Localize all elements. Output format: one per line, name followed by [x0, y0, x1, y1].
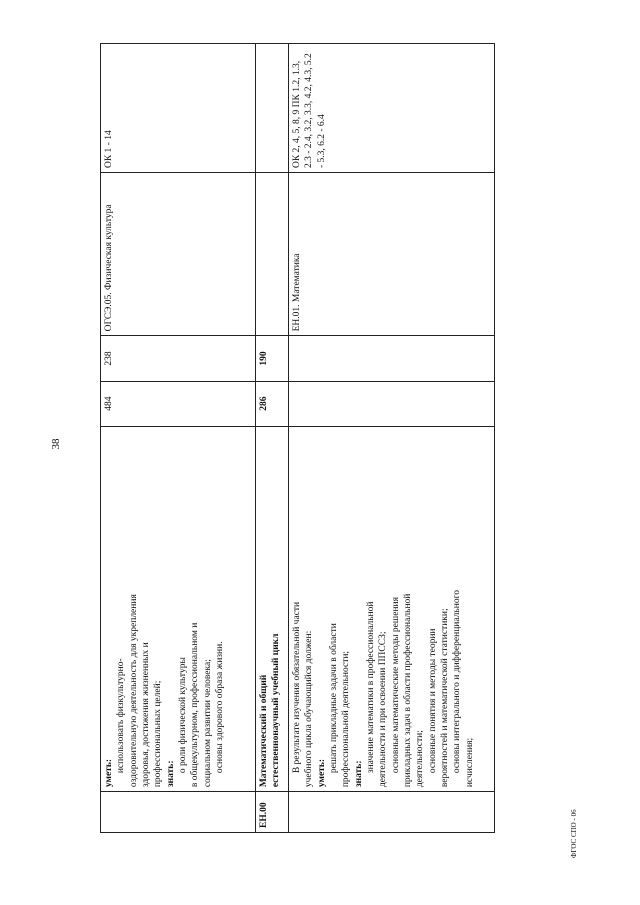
text-line: прикладных задач в области профессиональной [403, 593, 414, 788]
text-line: основные понятия и методы теории [427, 628, 438, 774]
cell-competences: ОК 2, 4, 5, 8, 9 ПК 1.2, 1.3, 2.3 - 2.4, 3.2, 3.3, 4.2, 4.3, 5.2 - 5.3, 6.2 - 6.4 [289, 44, 495, 173]
cell-competences: ОК 1 - 14 [101, 44, 256, 173]
cell-competences [256, 44, 289, 173]
table-row [289, 44, 495, 833]
cell-max-load: 286 [256, 381, 289, 426]
text-line: знать: [165, 760, 176, 788]
cell-code: ЕН.00 [256, 792, 289, 833]
text-line: деятельности и при освоении ППССЗ; [378, 631, 389, 788]
cell-max-load [289, 381, 495, 426]
text-line: знать: [353, 760, 364, 788]
text-line: деятельности; [415, 730, 426, 788]
table-row [101, 44, 256, 833]
cell-discipline [256, 173, 289, 336]
text-line: уметь: [316, 758, 327, 788]
text-line: вероятностей и математической статистики; [440, 608, 451, 788]
footer-mark: ФГОС СПО - 06 [570, 809, 578, 858]
rotated-table-wrapper [100, 43, 495, 833]
cell-description [101, 426, 256, 791]
text-line: оздоровительную деятельность для укрепления [128, 594, 139, 788]
cell-discipline: ОГСЭ.05. Физическая культура [101, 173, 256, 336]
cell-aud-load: 238 [101, 336, 256, 381]
text-line: Математический и общий [259, 674, 269, 788]
cell-code [289, 792, 495, 833]
text-line: исчисления; [464, 737, 475, 788]
cell-aud-load [289, 336, 495, 381]
text-line: профессиональной деятельности; [341, 650, 352, 788]
text-line: социальном развитии человека; [202, 659, 213, 788]
text-line: здоровья, достижения жизненных и [141, 642, 152, 788]
text-line: профессиональных целей; [153, 680, 164, 788]
cell-description [256, 426, 289, 791]
text-line: основы интегрального и дифференциального [452, 590, 463, 774]
text-line: о роли физической культуры [178, 657, 189, 774]
text-line: значение математики в профессиональной [366, 601, 377, 774]
text-line: в общекультурном, профессиональном и [190, 622, 201, 788]
table-row [256, 44, 289, 833]
cell-description [289, 426, 495, 791]
cell-code [101, 792, 256, 833]
cell-aud-load: 190 [256, 336, 289, 381]
table-body [101, 44, 495, 833]
text-line: использовать физкультурно- [116, 658, 127, 774]
text-line: основы здорового образа жизни. [215, 641, 226, 774]
curriculum-table [100, 43, 495, 833]
text-line: основные математические методы решения [390, 597, 401, 774]
text-line: учебного цикла обучающийся должен: [304, 630, 315, 788]
cell-max-load: 484 [101, 381, 256, 426]
text-line: решать прикладные задачи в области [329, 623, 340, 774]
cell-discipline: ЕН.01. Математика [289, 173, 495, 336]
text-line: В результате изучения обязательной части [292, 601, 302, 774]
page-number: 38 [50, 438, 62, 450]
text-line: естественнонаучный учебный цикл [271, 633, 282, 788]
text-line: уметь: [104, 758, 114, 788]
